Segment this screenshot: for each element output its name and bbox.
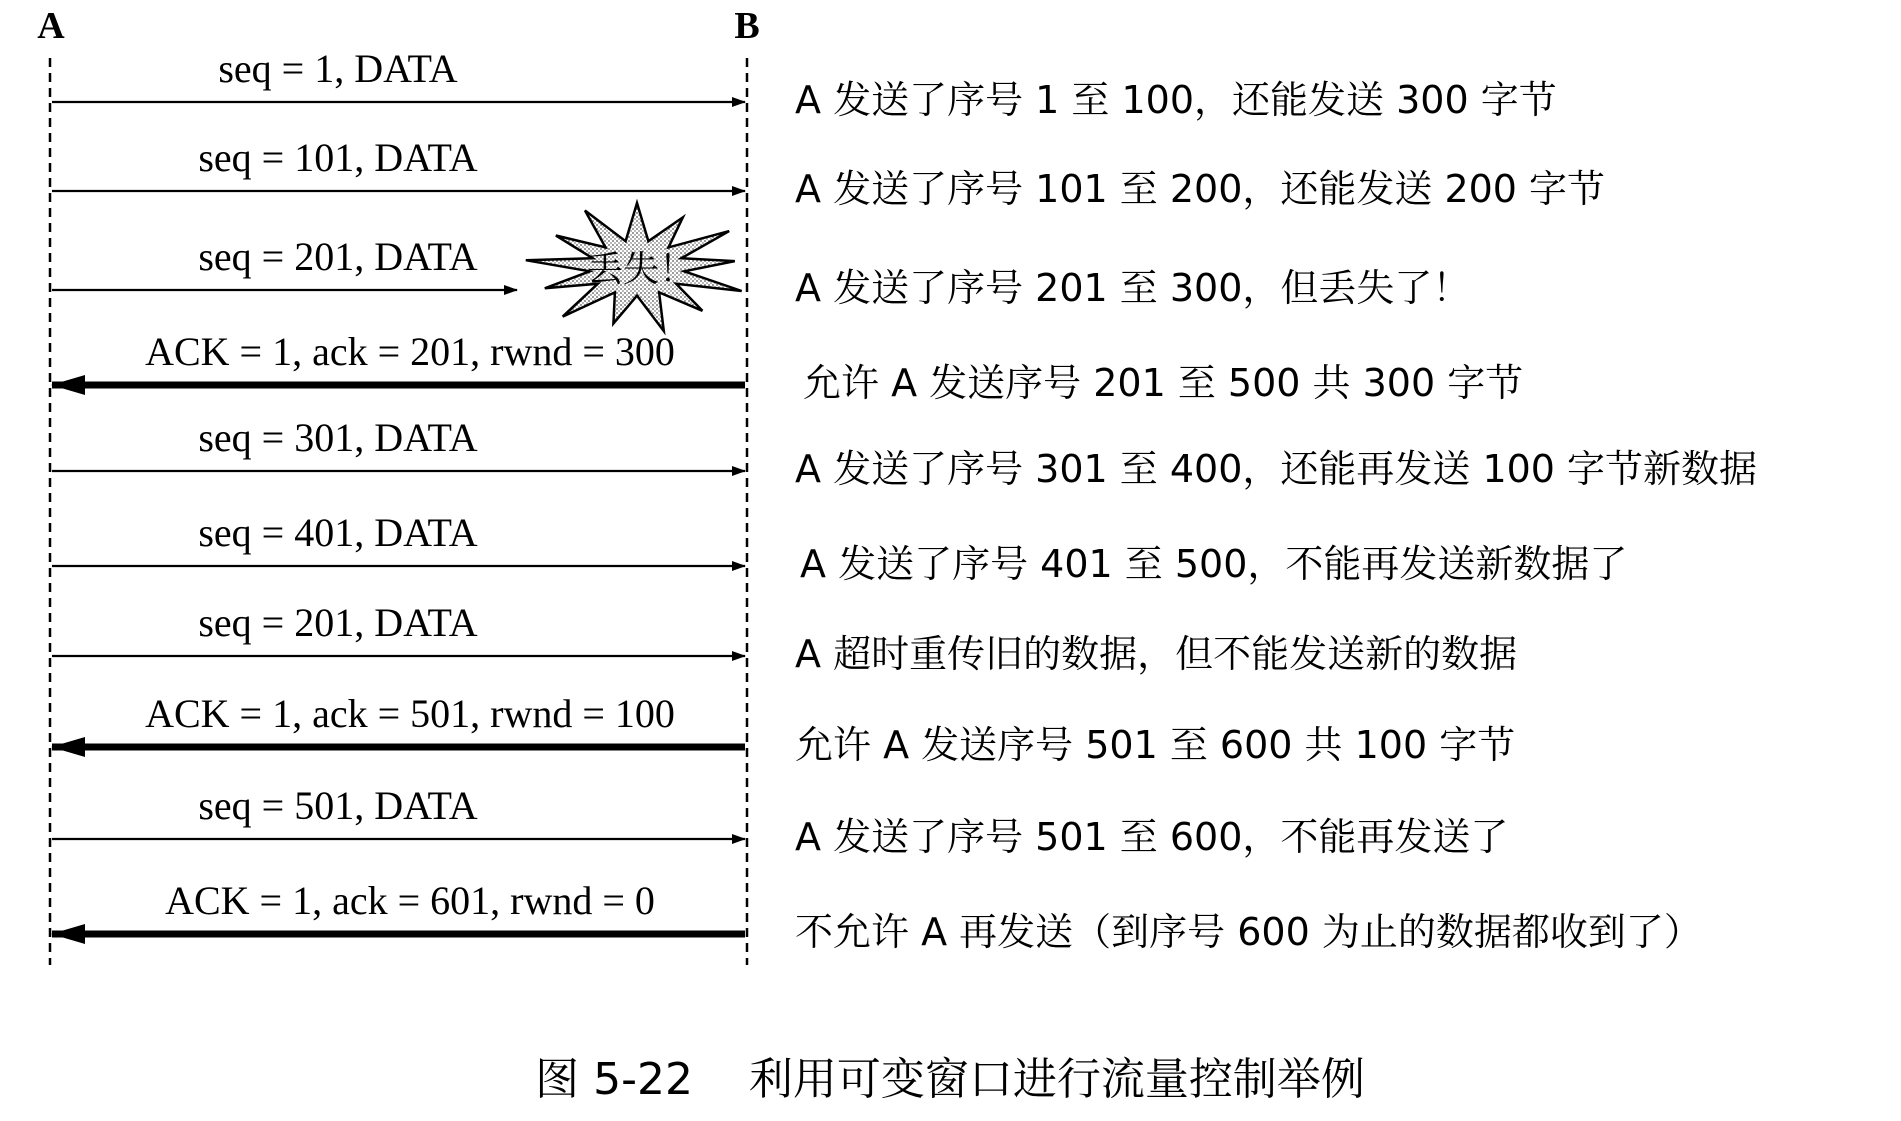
message-1 [52, 46, 1557, 122]
message-4 [52, 329, 1523, 405]
message-9 [52, 783, 1508, 859]
figure-caption: 图 5-22 利用可变窗口进行流量控制举例 [535, 1054, 1365, 1105]
message-5 [52, 415, 1757, 491]
message-label: ACK = 1, ack = 601, rwnd = 0 [165, 878, 655, 923]
message-label: ACK = 1, ack = 501, rwnd = 100 [145, 691, 675, 736]
message-10 [52, 878, 1702, 954]
message-annotation: 不允许 A 再发送（到序号 600 为止的数据都收到了） [795, 910, 1702, 954]
message-annotation: A 发送了序号 1 至 100，还能发送 300 字节 [795, 78, 1557, 122]
message-annotation: A 发送了序号 401 至 500，不能再发送新数据了 [800, 542, 1628, 586]
host-b-label: B [734, 5, 760, 47]
message-annotation: 允许 A 发送序号 501 至 600 共 100 字节 [795, 723, 1516, 767]
messages [52, 46, 1757, 954]
message-label: seq = 101, DATA [198, 135, 478, 180]
message-label: seq = 401, DATA [198, 510, 478, 555]
host-a-label: A [37, 5, 65, 47]
message-label: ACK = 1, ack = 201, rwnd = 300 [145, 329, 675, 374]
packet-lost-label: 丢失！ [586, 249, 696, 290]
message-label: seq = 1, DATA [218, 46, 458, 91]
message-label: seq = 501, DATA [198, 783, 478, 828]
message-6 [52, 510, 1627, 586]
message-annotation: 允许 A 发送序号 201 至 500 共 300 字节 [803, 361, 1524, 405]
message-annotation: A 超时重传旧的数据，但不能发送新的数据 [795, 632, 1518, 676]
message-annotation: A 发送了序号 501 至 600，不能再发送了 [795, 815, 1509, 859]
message-8 [52, 691, 1515, 767]
message-3 [52, 203, 1470, 331]
message-label: seq = 201, DATA [198, 600, 478, 645]
message-annotation: A 发送了序号 301 至 400，还能再发送 100 字节新数据 [795, 447, 1758, 491]
message-annotation: A 发送了序号 201 至 300，但丢失了！ [795, 266, 1471, 310]
message-2 [52, 135, 1605, 211]
message-label: seq = 201, DATA [198, 234, 478, 279]
message-annotation: A 发送了序号 101 至 200，还能发送 200 字节 [795, 167, 1606, 211]
message-7 [52, 600, 1517, 676]
message-label: seq = 301, DATA [198, 415, 478, 460]
